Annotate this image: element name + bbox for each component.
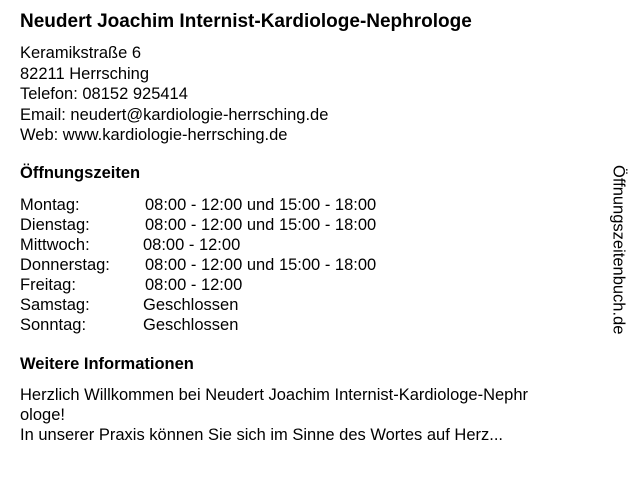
hours-row — [20, 275, 376, 295]
address-street: Keramikstraße 6 — [20, 44, 142, 62]
hours-row — [20, 255, 376, 275]
phone-line: Telefon: 08152 925414 — [20, 85, 188, 103]
day-label: Dienstag: — [20, 216, 90, 234]
info-line: ologe! — [20, 406, 65, 424]
info-text — [20, 385, 600, 445]
day-label: Samstag: — [20, 296, 90, 314]
time-value: 08:00 - 12:00 und 15:00 - 18:00 — [145, 216, 377, 234]
hours-table — [20, 195, 376, 335]
address-city: 82211 Herrsching — [20, 64, 150, 83]
day-label: Freitag: — [20, 276, 76, 294]
hours-row — [20, 315, 376, 335]
page-title: Neudert Joachim Internist-Kardiologe-Nephrologe — [20, 11, 472, 32]
hours-heading: Öffnungszeiten — [20, 164, 141, 182]
time-value: 08:00 - 12:00 — [145, 276, 243, 294]
day-label: Donnerstag: — [20, 256, 110, 274]
contact-block — [20, 43, 328, 146]
time-value: Geschlossen — [143, 296, 239, 314]
email-line: Email: neudert@kardiologie-herrsching.de — [20, 105, 329, 124]
web-line: Web: www.kardiologie-herrsching.de — [20, 126, 288, 144]
info-line: Herzlich Willkommen bei Neudert Joachim Internist-Kardiologe-Nephr — [20, 386, 529, 404]
info-heading: Weitere Informationen — [20, 355, 194, 373]
time-value: 08:00 - 12:00 und 15:00 - 18:00 — [145, 256, 377, 274]
hours-row — [20, 195, 376, 215]
watermark — [598, 134, 638, 366]
info-line: In unserer Praxis können Sie sich im Sinne des Wortes auf Herz... — [20, 426, 503, 444]
time-value: Geschlossen — [143, 316, 239, 334]
watermark-text: Öffnungszeitenbuch.de — [609, 165, 628, 335]
day-label: Sonntag: — [20, 316, 87, 334]
hours-row — [20, 295, 376, 315]
time-value: 08:00 - 12:00 und 15:00 - 18:00 — [145, 196, 377, 214]
hours-row — [20, 215, 376, 235]
time-value: 08:00 - 12:00 — [143, 236, 241, 254]
day-label: Mittwoch: — [20, 236, 90, 254]
day-label: Montag: — [20, 196, 80, 214]
hours-row — [20, 235, 376, 255]
